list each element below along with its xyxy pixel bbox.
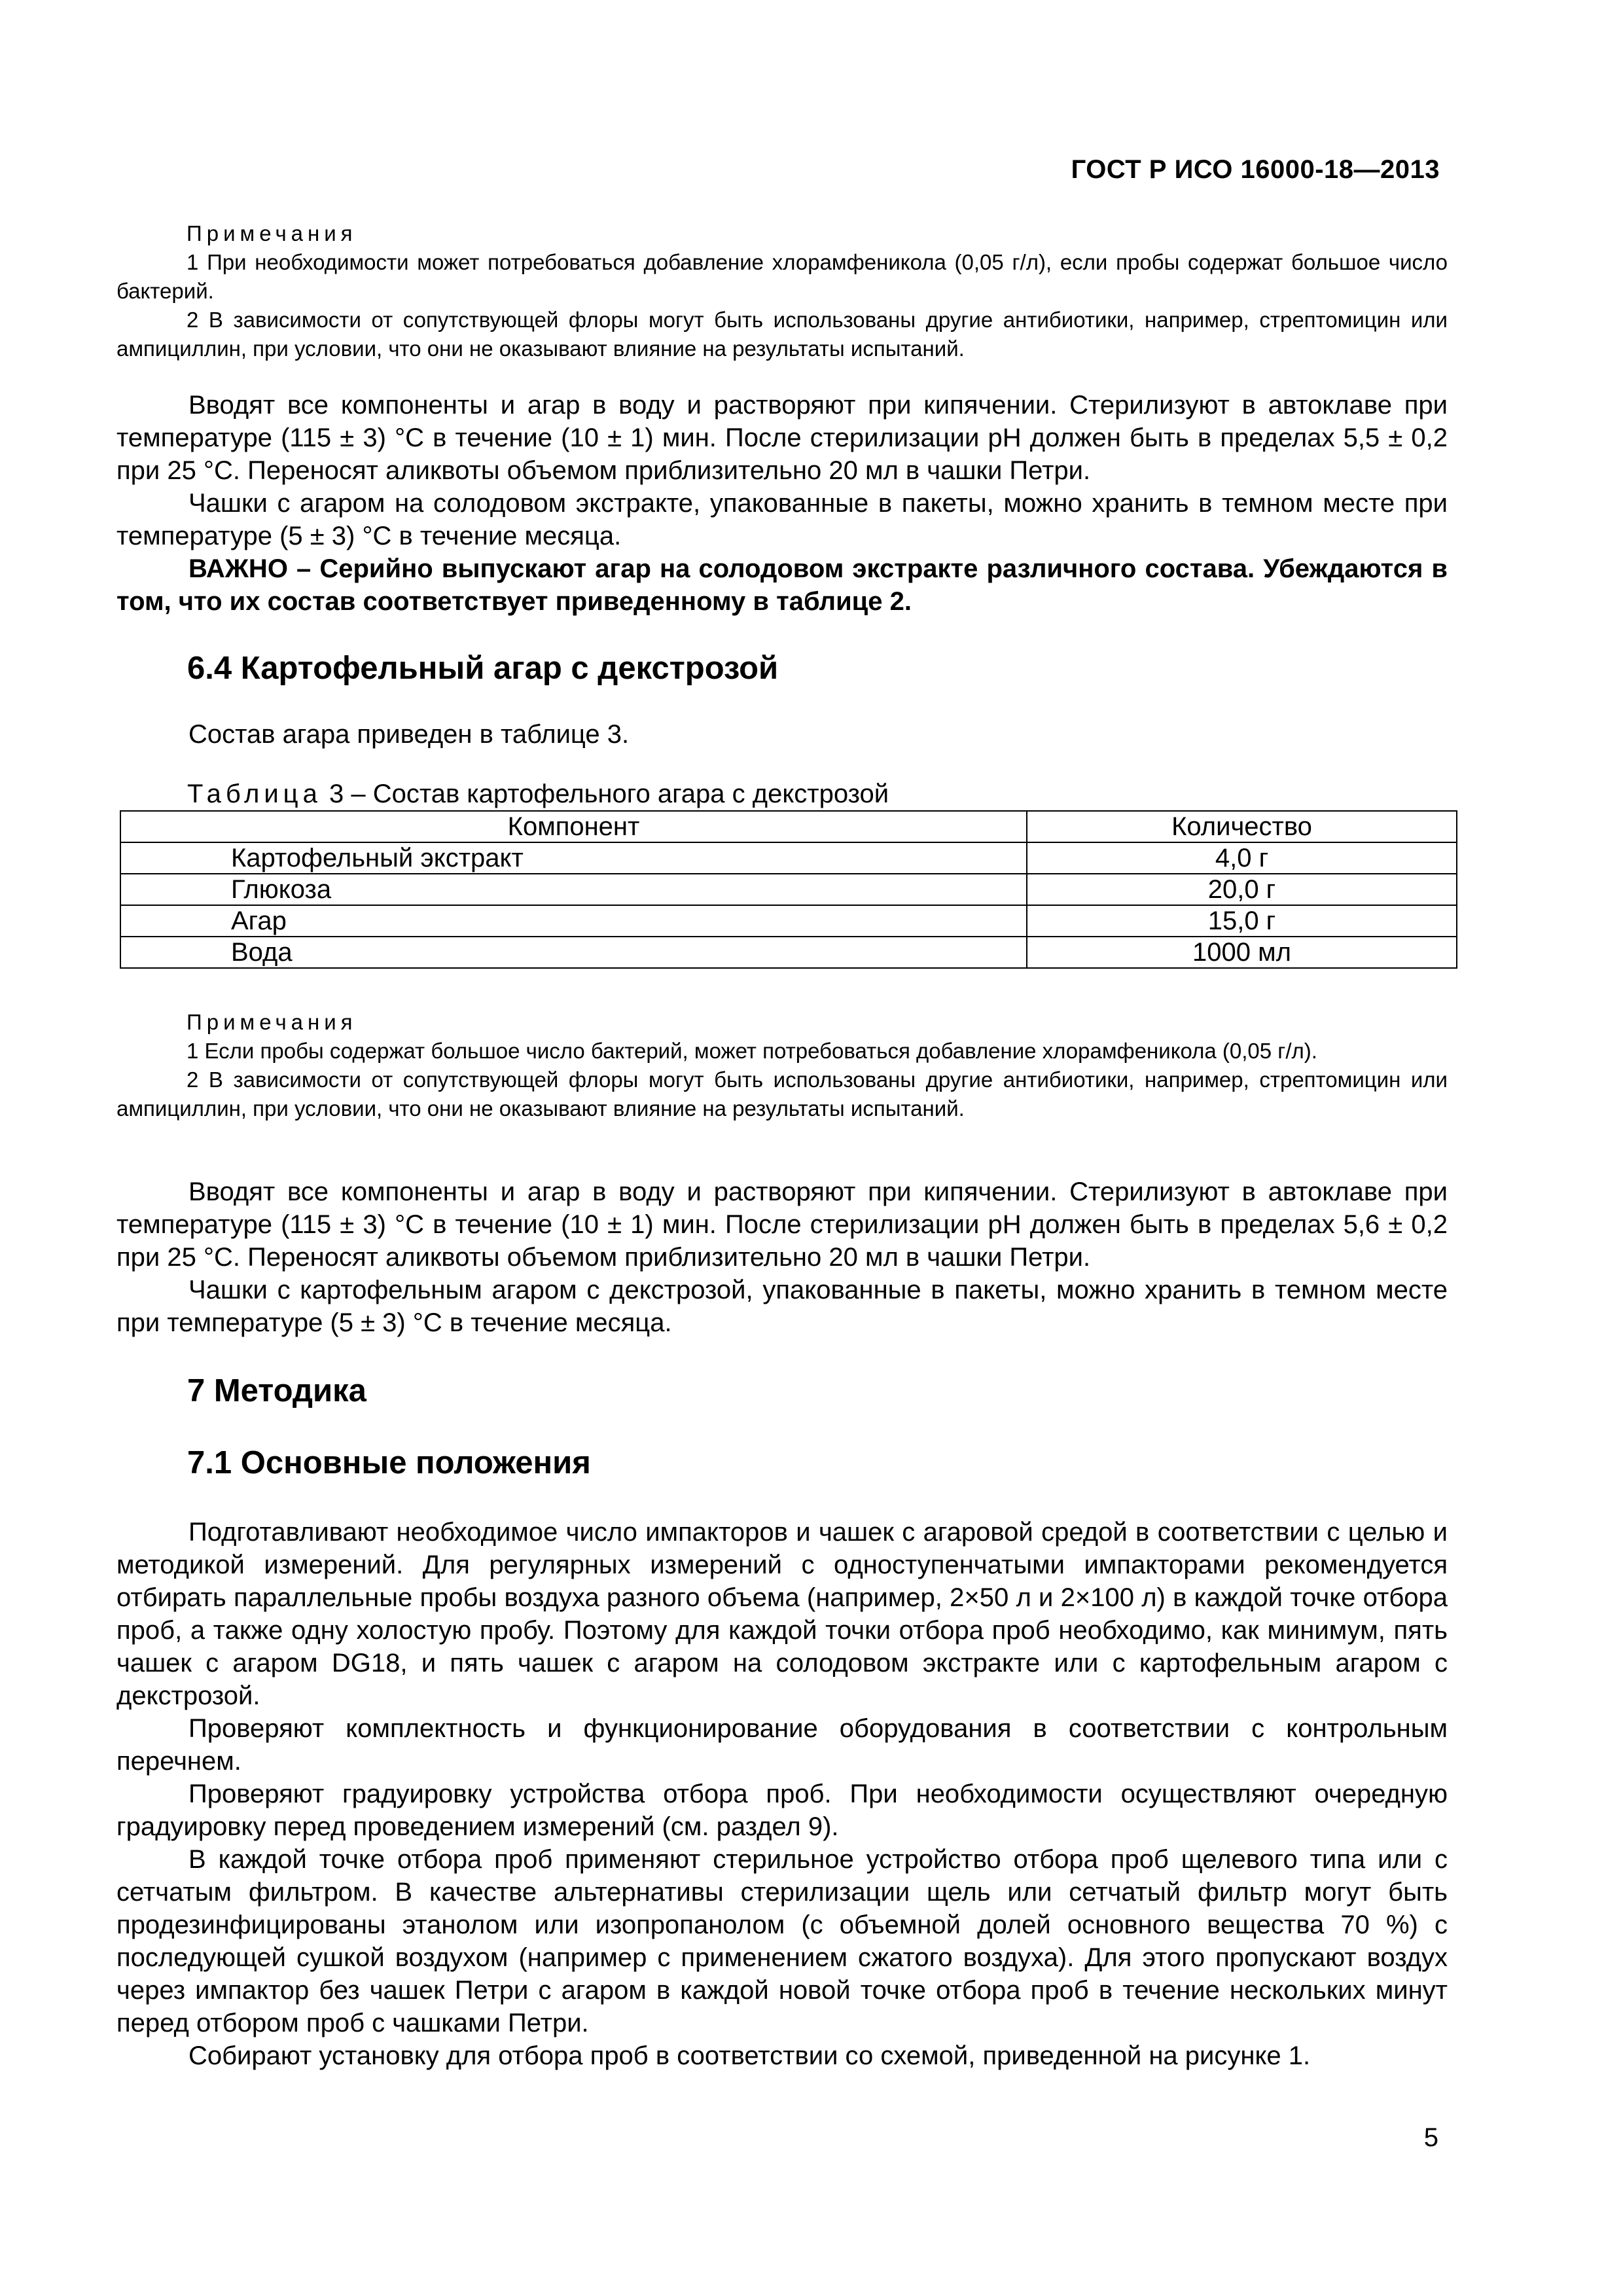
notes-title: Примечания [187,221,357,245]
composition-table [120,810,1457,969]
table-3-block [116,778,1448,969]
cell-quantity: 4,0 г [1027,842,1457,874]
note-2: 2 В зависимости от сопутствующей флоры могут быть использованы другие антибиотики, например, стрептомицин или ампициллин, при условии, что они не оказывают влияние на результаты испытаний. [116,308,1448,361]
important-paragraph: ВАЖНО – Серийно выпускают агар на солодовом экстракте различного состава. Убеждаются в том, что их состав соответствует приведенному в таблице 2. [116,554,1448,616]
table-caption-text: 3 – Состав картофельного агара с декстрозой [329,780,889,808]
paragraph: Вводят все компоненты и агар в воду и растворяют при кипячении. Стерилизуют в автоклаве при температуре (115 ± 3) °С в течение (10 ± 1) мин. После стерилизации pH должен быть в пределах 5,5 ± 0,2 при 25 °С. Переносят аликвоты объемом приблизительно 20 мл в чашки Петри. [116,391,1448,485]
header-quantity: Количество [1027,811,1457,842]
cell-quantity: 1000 мл [1027,937,1457,968]
paragraph: Проверяют градуировку устройства отбора проб. При необходимости осуществляют очередную градуировку перед проведением измерений (см. раздел 9). [116,1780,1448,1841]
cell-quantity: 20,0 г [1027,874,1457,905]
text-block-2 [116,718,1448,751]
cell-component: Картофельный экстракт [120,842,1027,874]
paragraph: Подготавливают необходимое число импакторов и чашек с агаровой средой в соответствии с целью и методикой измерений. Для регулярных измерений с одноступенчатыми импакторами рекомендуется отбирать параллельные пробы воздуха разного объема (например, 2×50 л и 2×100 л) в каждой точке отбора проб, а также одну холостую пробу. Поэтому для каждой точки отбора проб необходимо, как минимум, пять чашек с агаром DG18, и пять чашек с агаром на солодовом экстракте или с картофельным агаром с декстрозой. [116,1518,1448,1710]
section-heading-7-wrap [116,1372,1448,1409]
text-block-4 [116,1516,1448,2072]
text-block-3 [116,1175,1448,1339]
page-number: 5 [1423,2123,1438,2152]
note-2: 2 В зависимости от сопутствующей флоры могут быть использованы другие антибиотики, например, стрептомицин или ампициллин, при условии, что они не оказывают влияние на результаты испытаний. [116,1067,1448,1121]
section-heading: 7 Методика [187,1373,366,1408]
table-header-row [120,811,1457,842]
section-heading-7-1-wrap [116,1444,1448,1481]
standard-code: ГОСТ Р ИСО 16000-18—2013 [1071,155,1440,184]
table-row [120,842,1457,874]
notes-block-1 [116,219,1448,363]
cell-component: Глюкоза [120,874,1027,905]
paragraph: Вводят все компоненты и агар в воду и растворяют при кипячении. Стерилизуют в автоклаве при температуре (115 ± 3) °С в течение (10 ± 1) мин. После стерилизации pH должен быть в пределах 5,6 ± 0,2 при 25 °С. Переносят аликвоты объемом приблизительно 20 мл в чашки Петри. [116,1177,1448,1272]
paragraph: Состав агара приведен в таблице 3. [188,720,630,749]
table-row [120,905,1457,937]
paragraph: Проверяют комплектность и функционирование оборудования в соответствии с контрольным перечнем. [116,1714,1448,1776]
paragraph: Чашки с агаром на солодовом экстракте, упакованные в пакеты, можно хранить в темном месте при температуре (5 ± 3) °С в течение месяца. [116,489,1448,550]
notes-block-2 [116,1008,1448,1123]
table-caption [187,778,1448,810]
table-row [120,874,1457,905]
paragraph: В каждой точке отбора проб применяют стерильное устройство отбора проб щелевого типа или с сетчатым фильтром. В качестве альтернативы стерилизации щель или сетчатый фильтр могут быть продезинфицированы этанолом или изопропанолом (с объемной долей основного вещества 70 %) с последующей сушкой воздухом (например с применением сжатого воздуха). Для этого пропускают воздух через импактор без чашек Петри с агаром в каждой новой точке отбора проб в течение нескольких минут перед отбором проб с чашками Петри. [116,1845,1448,2037]
table-caption-word: Таблица [187,780,322,808]
table-row [120,937,1457,968]
note-1: 1 Если пробы содержат большое число бактерий, может потребоваться добавление хлорамфеникола (0,05 г/л). [187,1039,1317,1063]
section-heading: 6.4 Картофельный агар с декстрозой [187,651,779,686]
note-1: 1 При необходимости может потребоваться добавление хлорамфеникола (0,05 г/л), если пробы содержат большое число бактерий. [116,250,1448,303]
section-heading: 7.1 Основные положения [187,1445,591,1480]
paragraph: Чашки с картофельным агаром с декстрозой, упакованные в пакеты, можно хранить в темном месте при температуре (5 ± 3) °С в течение месяца. [116,1276,1448,1337]
paragraph: Собирают установку для отбора проб в соответствии со схемой, приведенной на рисунке 1. [188,2041,1311,2070]
text-block-1 [116,389,1448,618]
notes-title: Примечания [187,1010,357,1034]
header-component: Компонент [120,811,1027,842]
cell-component: Вода [120,937,1027,968]
section-heading-6-4-wrap [116,650,1448,687]
cell-component: Агар [120,905,1027,937]
cell-quantity: 15,0 г [1027,905,1457,937]
